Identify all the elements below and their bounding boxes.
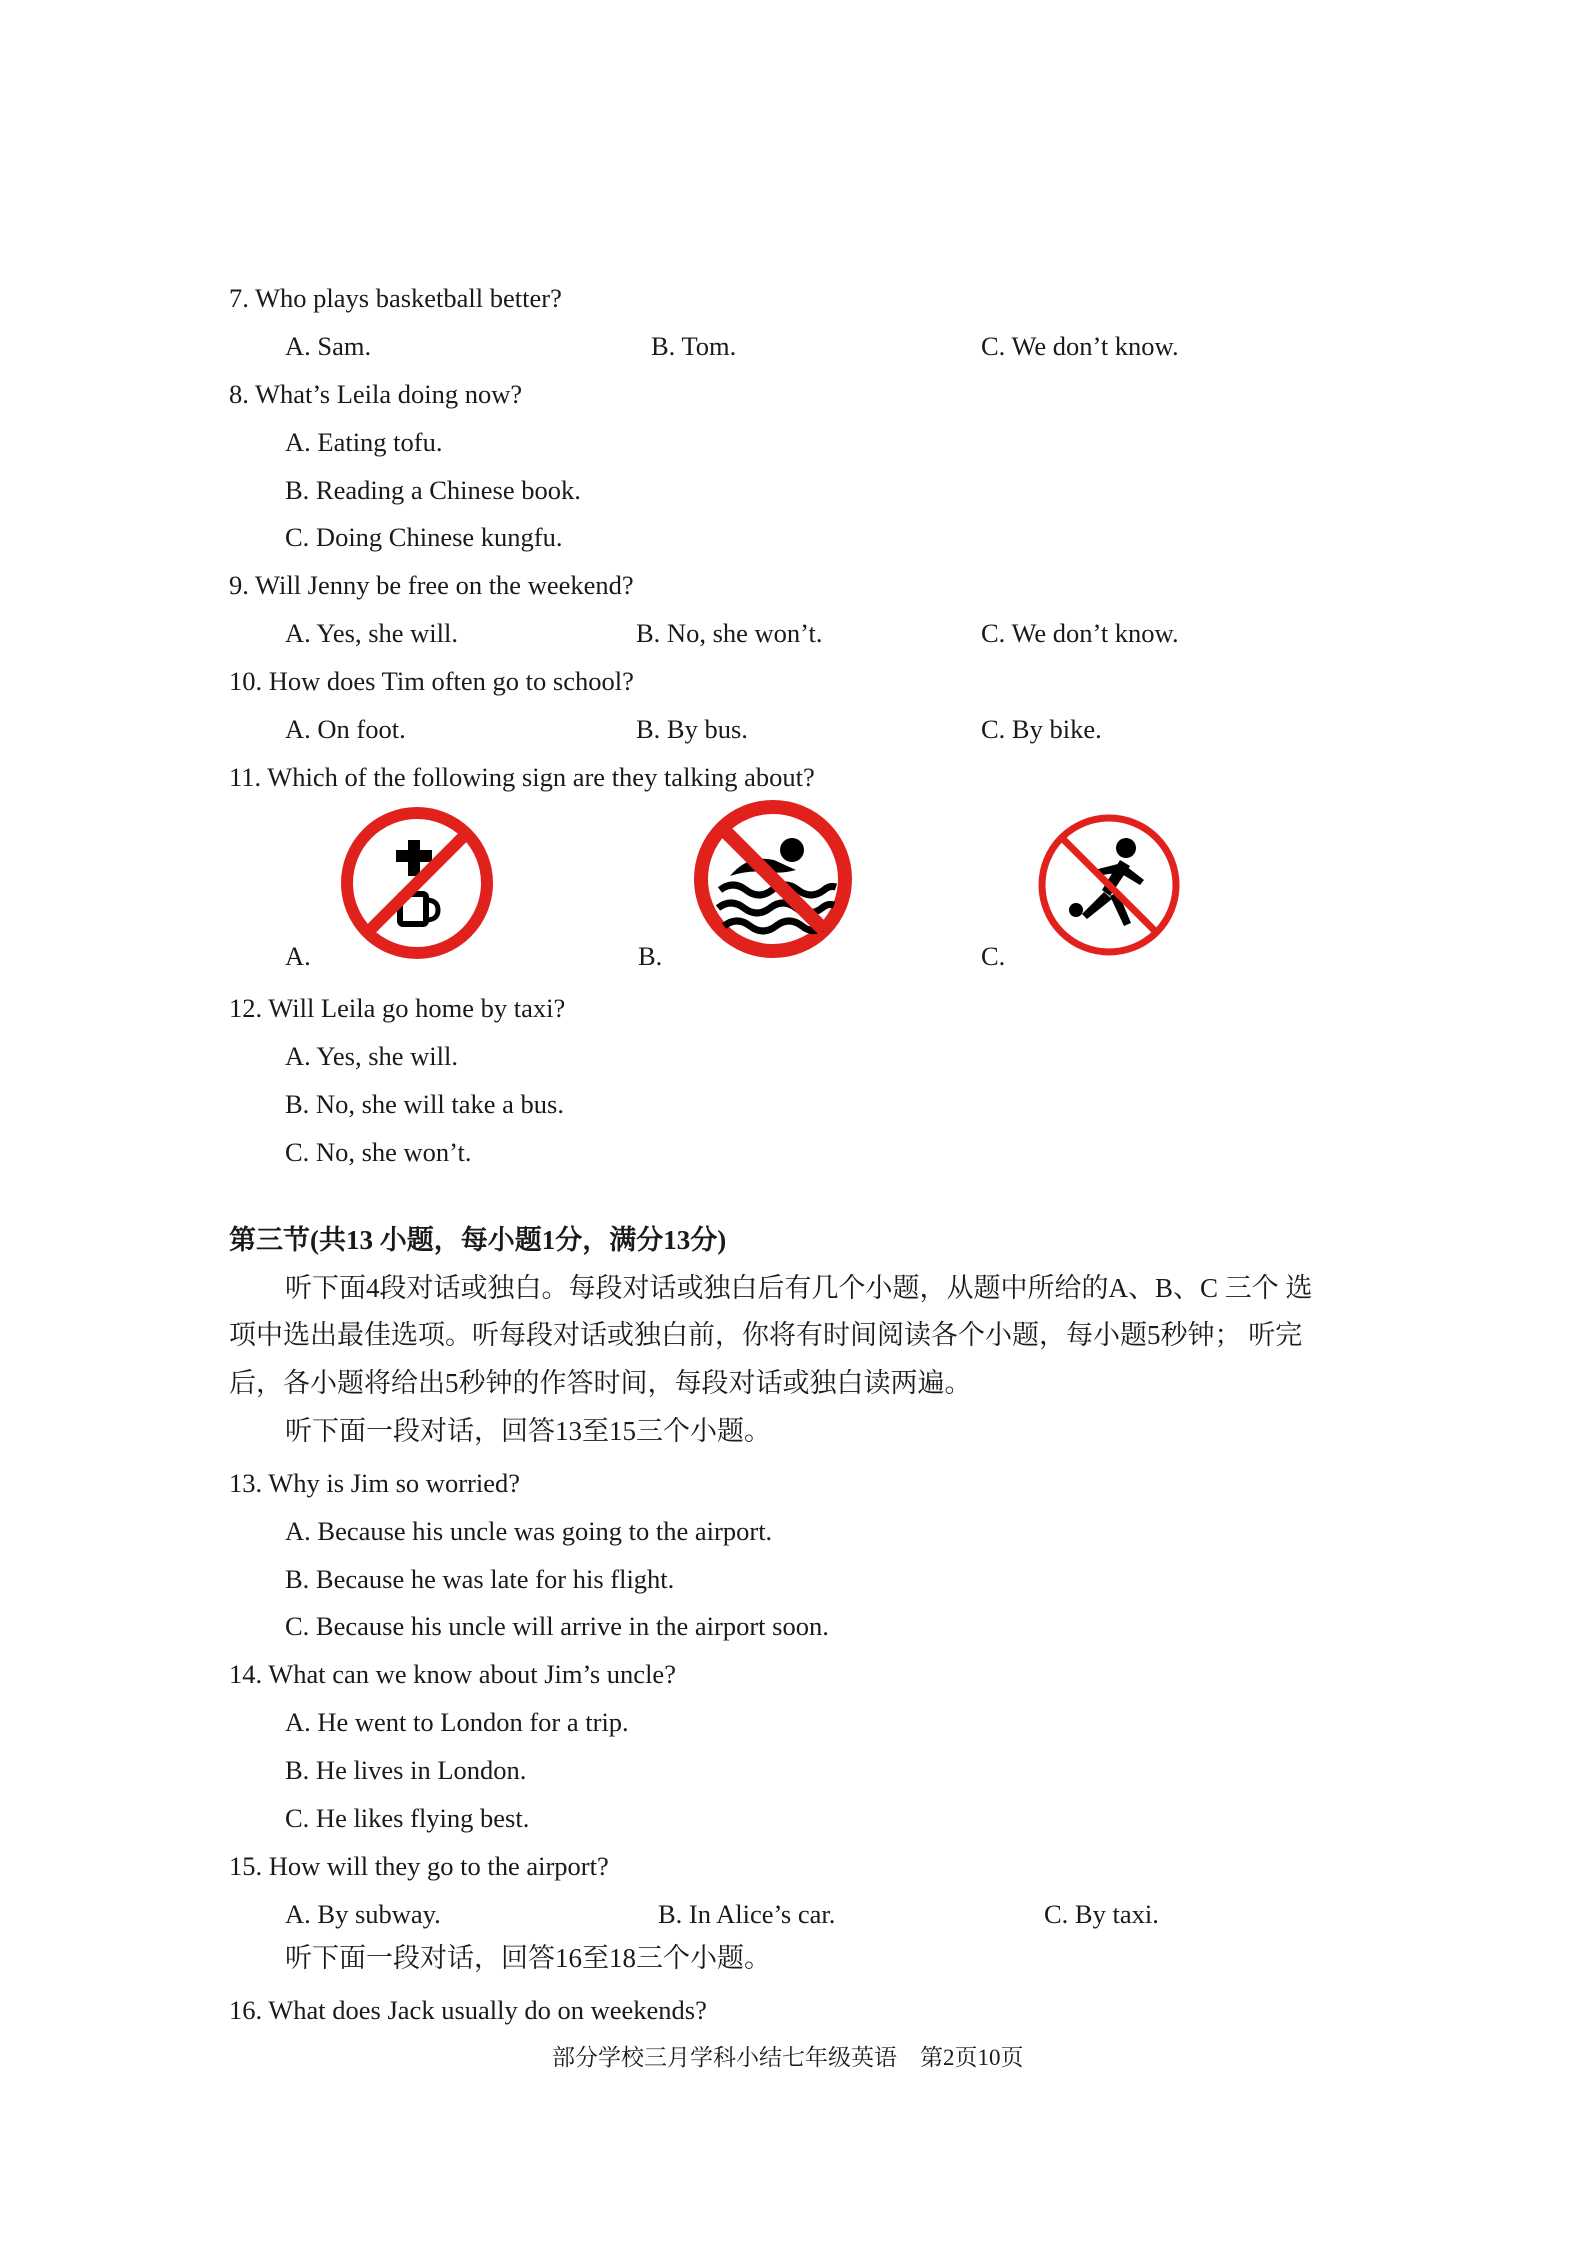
question-13-option-a: A. Because his uncle was going to the airport. <box>285 1516 773 1546</box>
question-11-option-c: C. <box>981 941 1006 971</box>
question-7-option-a: A. Sam. <box>285 331 372 361</box>
question-10-stem: 10. How does Tim often go to school? <box>229 666 634 696</box>
section-3-heading: 第三节(共13 小题，每小题1分，满分13分) <box>229 1225 727 1255</box>
question-13-stem: 13. Why is Jim so worried? <box>229 1468 520 1498</box>
question-10-option-a: A. On foot. <box>285 714 406 744</box>
question-10-option-b: B. By bus. <box>636 714 748 744</box>
question-8-option-b: B. Reading a Chinese book. <box>285 475 581 505</box>
question-7-stem: 7. Who plays basketball better? <box>229 283 562 313</box>
question-15-option-c: C. By taxi. <box>1044 1899 1159 1929</box>
question-12-option-c: C. No, she won’t. <box>285 1137 472 1167</box>
question-14-option-c: C. He likes flying best. <box>285 1803 530 1833</box>
question-12-stem: 12. Will Leila go home by taxi? <box>229 993 566 1023</box>
dialog-1-instruction: 听下面一段对话，回答13至15三个小题。 <box>285 1416 771 1446</box>
question-16-stem: 16. What does Jack usually do on weekends? <box>229 1995 707 2025</box>
question-7-option-c: C. We don’t know. <box>981 331 1179 361</box>
question-11-option-b: B. <box>638 941 663 971</box>
page-footer: 部分学校三月学科小结七年级英语 第2页10页 <box>552 2045 1024 2070</box>
question-15-option-a: A. By subway. <box>285 1899 441 1929</box>
question-9-option-b: B. No, she won’t. <box>636 618 823 648</box>
question-9-option-c: C. We don’t know. <box>981 618 1179 648</box>
dialog-2-instruction: 听下面一段对话，回答16至18三个小题。 <box>285 1943 771 1973</box>
section-3-instruction-line-1: 听下面4段对话或独白。每段对话或独白后有几个小题，从题中所给的A、B、C 三个 选 <box>285 1273 1313 1303</box>
question-11-stem: 11. Which of the following sign are they talking about? <box>229 762 815 792</box>
question-14-stem: 14. What can we know about Jim’s uncle? <box>229 1659 676 1689</box>
question-8-option-c: C. Doing Chinese kungfu. <box>285 522 563 552</box>
question-13-option-c: C. Because his uncle will arrive in the airport soon. <box>285 1611 829 1641</box>
question-9-option-a: A. Yes, she will. <box>285 618 459 648</box>
section-3-instruction-line-3: 后，各小题将给出5秒钟的作答时间，每段对话或独白读两遍。 <box>229 1368 972 1398</box>
no-drinking-sign-icon <box>338 804 496 962</box>
question-7-option-b: B. Tom. <box>651 331 737 361</box>
question-12-option-b: B. No, she will take a bus. <box>285 1089 564 1119</box>
question-8-option-a: A. Eating tofu. <box>285 427 443 457</box>
question-11-option-a: A. <box>285 941 311 971</box>
no-ball-playing-sign-icon <box>1034 810 1184 960</box>
question-9-stem: 9. Will Jenny be free on the weekend? <box>229 570 634 600</box>
no-swimming-sign-icon <box>692 798 854 960</box>
question-14-option-b: B. He lives in London. <box>285 1755 527 1785</box>
question-15-option-b: B. In Alice’s car. <box>658 1899 836 1929</box>
question-10-option-c: C. By bike. <box>981 714 1102 744</box>
question-8-stem: 8. What’s Leila doing now? <box>229 379 523 409</box>
question-14-option-a: A. He went to London for a trip. <box>285 1707 629 1737</box>
question-12-option-a: A. Yes, she will. <box>285 1041 459 1071</box>
question-13-option-b: B. Because he was late for his flight. <box>285 1564 675 1594</box>
question-15-stem: 15. How will they go to the airport? <box>229 1851 609 1881</box>
section-3-instruction-line-2: 项中选出最佳选项。听每段对话或独白前，你将有时间阅读各个小题，每小题5秒钟； 听完 <box>229 1320 1303 1350</box>
